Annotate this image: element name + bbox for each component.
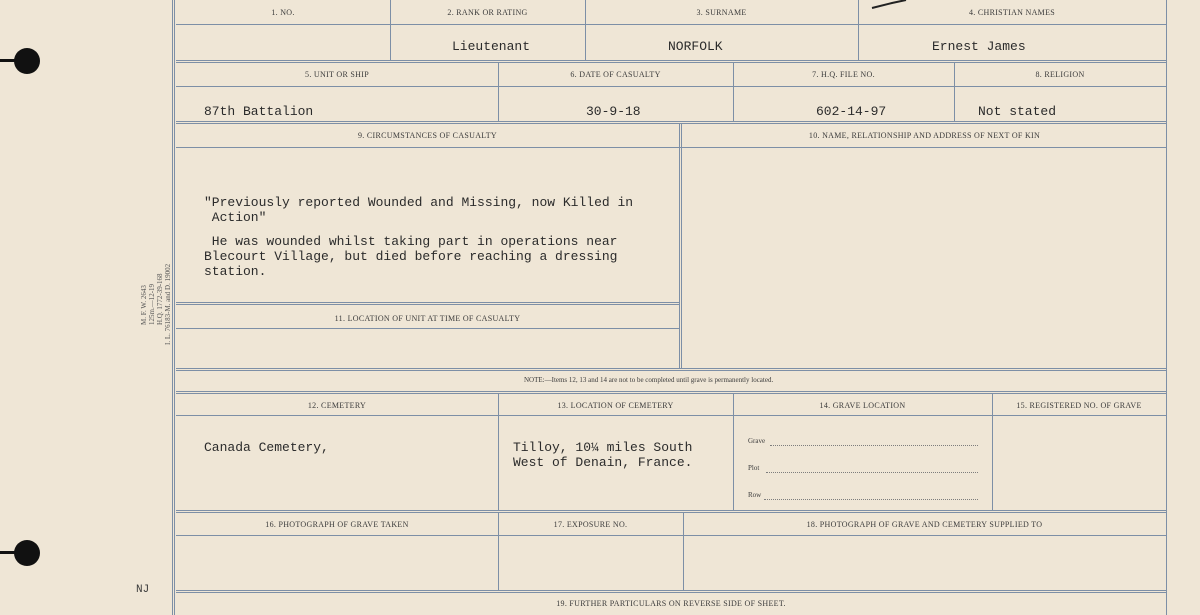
row4-div-3 <box>992 394 993 510</box>
punch-hole-bottom-stem <box>0 551 20 554</box>
cemetery-location-value: Tilloy, 10¼ miles South West of Denain, France. <box>513 440 693 470</box>
header-surname: 3. SURNAME <box>696 8 747 17</box>
circumstances-text-2: He was wounded whilst taking part in operations near Blecourt Village, but died before reaching a dressing station. <box>204 234 618 279</box>
header-religion: 8. RELIGION <box>1035 70 1085 79</box>
row5-bottom-rule <box>176 590 1166 593</box>
header-cemetery: 12. CEMETERY <box>307 401 367 410</box>
row1-header-rule <box>176 24 1166 25</box>
header-next-of-kin: 10. NAME, RELATIONSHIP AND ADDRESS OF NEXT OF KIN <box>808 131 1041 140</box>
date-value: 30-9-18 <box>586 104 641 119</box>
row2-header-rule <box>176 86 1166 87</box>
pen-mark-icon <box>870 0 910 12</box>
header-photo-taken: 16. PHOTOGRAPH OF GRAVE TAKEN <box>265 520 409 529</box>
grave-label: Grave <box>748 437 766 445</box>
header-exposure: 17. EXPOSURE NO. <box>553 520 628 529</box>
header-file-no: 7. H.Q. FILE NO. <box>812 70 875 79</box>
row5-header-rule <box>176 535 1166 536</box>
header-christian-names: 4. CHRISTIAN NAMES <box>968 8 1056 17</box>
surname-value: NORFOLK <box>668 39 723 54</box>
christian-names-value: Ernest James <box>932 39 1026 54</box>
row2-bottom-rule <box>176 121 1166 124</box>
row3-bottom-rule <box>176 368 1166 371</box>
left-border <box>172 0 175 615</box>
form-code-2: 125m.—12-19 <box>148 283 156 325</box>
header-date: 6. DATE OF CASUALTY <box>570 70 661 79</box>
rank-value: Lieutenant <box>452 39 531 54</box>
header-rank: 2. RANK OR RATING <box>447 8 528 17</box>
footer-note: 19. FURTHER PARTICULARS ON REVERSE SIDE OF SHEET. <box>556 599 786 608</box>
right-border <box>1166 0 1167 615</box>
note-text: NOTE:—Items 12, 13 and 14 are not to be completed until grave is permanently located. <box>524 376 774 384</box>
row3-div <box>679 124 682 369</box>
row1-bottom-rule <box>176 60 1166 63</box>
plot-label: Plot <box>748 464 760 472</box>
header-photo-supplied: 18. PHOTOGRAPH OF GRAVE AND CEMETERY SUPPLIED TO <box>806 520 1043 529</box>
grave-dotline <box>770 445 978 446</box>
file-no-value: 602-14-97 <box>816 104 887 119</box>
form-code-1: M. F. W. 2643 <box>140 285 148 325</box>
row-label: Row <box>748 491 762 499</box>
form-code-4: I. L. 76183-M. and D. 19002 <box>164 263 172 345</box>
row4-bottom-rule <box>176 510 1166 513</box>
cemetery-value: Canada Cemetery, <box>204 440 329 455</box>
location-top-rule <box>176 302 679 305</box>
plot-dotline <box>766 472 978 473</box>
row4-div-2 <box>733 394 734 510</box>
note-bottom-rule <box>176 391 1166 394</box>
header-cemetery-location: 13. LOCATION OF CEMETERY <box>557 401 674 410</box>
location-header-rule <box>176 328 679 329</box>
header-grave-location: 14. GRAVE LOCATION <box>819 401 906 410</box>
row4-header-rule <box>176 415 1166 416</box>
religion-value: Not stated <box>978 104 1057 119</box>
unit-value: 87th Battalion <box>204 104 314 119</box>
row-dotline <box>764 499 978 500</box>
header-registered-no: 15. REGISTERED NO. OF GRAVE <box>1016 401 1142 410</box>
row3-header-rule <box>176 147 1166 148</box>
header-circumstances: 9. CIRCUMSTANCES OF CASUALTY <box>357 131 498 140</box>
punch-hole-top-stem <box>0 59 20 62</box>
form-code-3: H.Q. 1772-39-168 <box>156 273 164 325</box>
circumstances-text-1: "Previously reported Wounded and Missing, now Killed in Action" <box>204 195 634 225</box>
header-no: 1. NO. <box>271 8 295 17</box>
header-location-unit: 11. LOCATION OF UNIT AT TIME OF CASUALTY <box>334 314 521 323</box>
header-unit: 5. UNIT OR SHIP <box>305 70 369 79</box>
initials: NJ <box>136 584 150 596</box>
row4-div-1 <box>498 394 499 510</box>
